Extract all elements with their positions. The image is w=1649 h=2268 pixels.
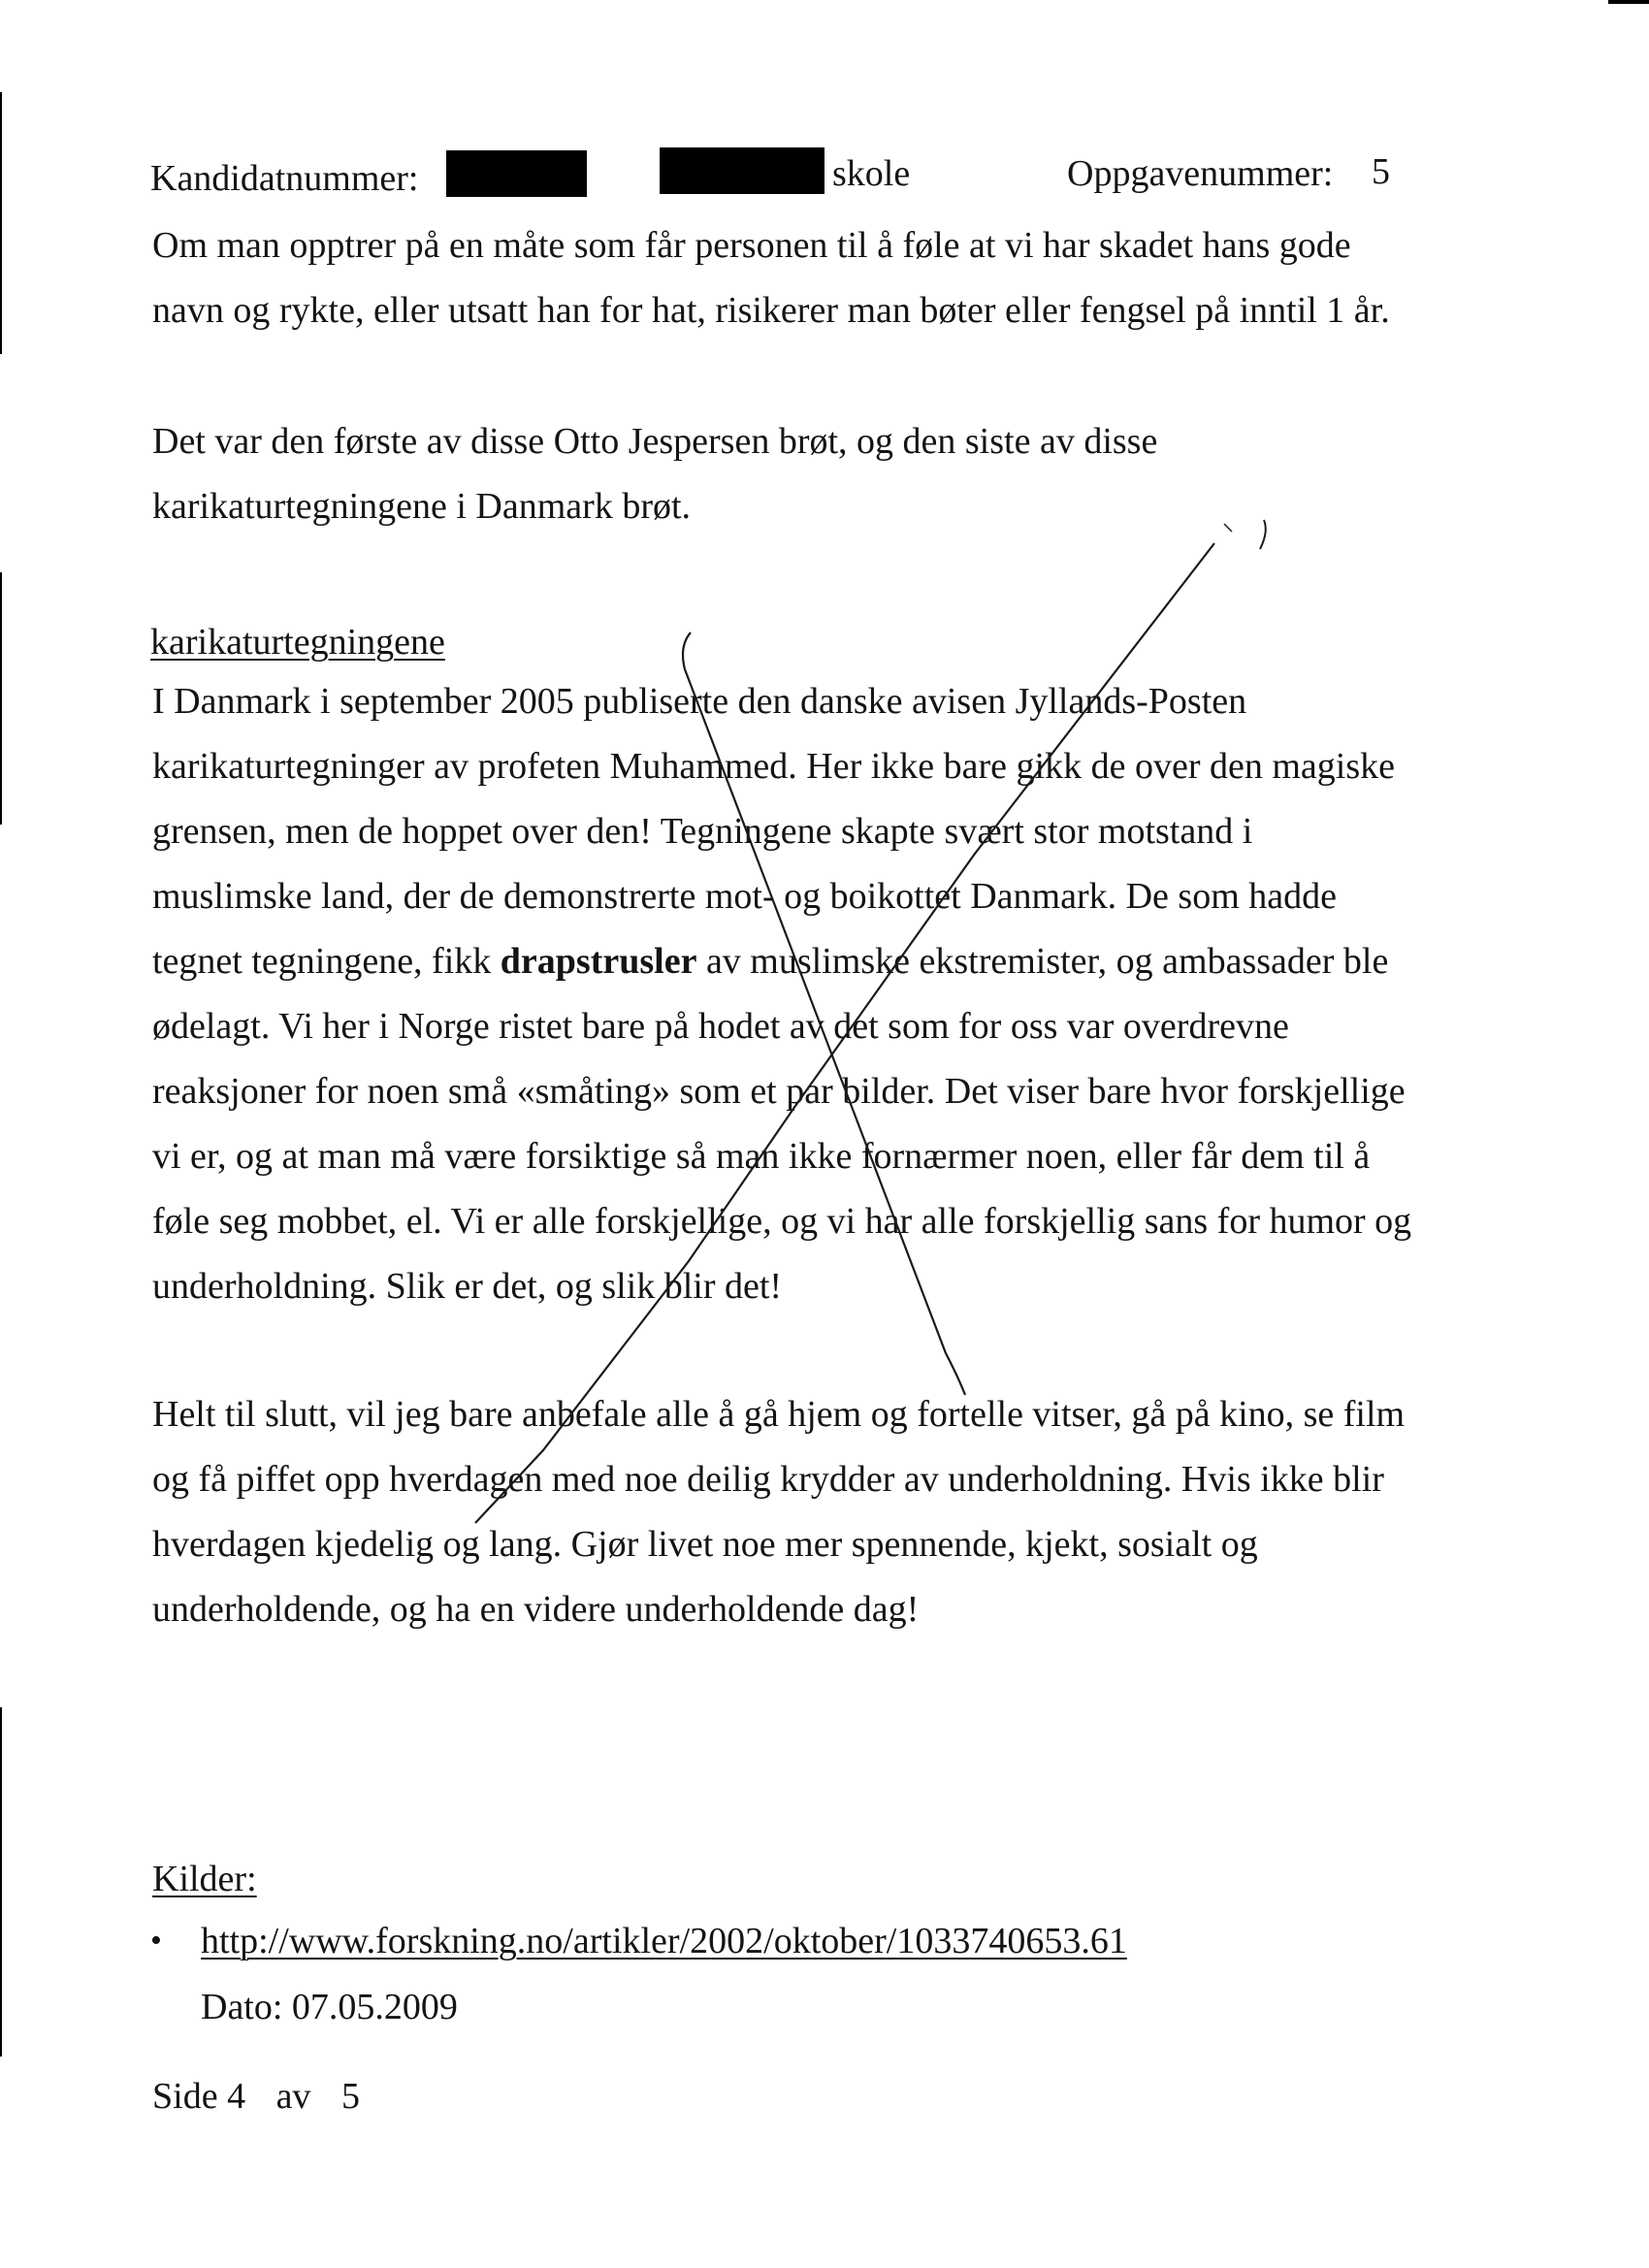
- text-line: Om man opptrer på en måte som får personen til å føle at vi har skadet hans gode: [152, 225, 1351, 266]
- text-line: karikaturtegningene i Danmark brøt.: [152, 486, 692, 527]
- text-line: muslimske land, der de demonstrerte mot- og boikottet Danmark. De som hadde: [152, 876, 1337, 917]
- paragraph-otto-jespersen: [152, 409, 1157, 539]
- school-name-redaction: [660, 147, 824, 194]
- pen-tick-mark: [1260, 520, 1266, 549]
- page-number-footer: [152, 2078, 360, 2115]
- candidate-number-label: Kandidatnummer:: [150, 158, 419, 199]
- page-total: 5: [340, 2076, 360, 2117]
- text-line: ødelagt. Vi her i Norge ristet bare på hodet av det som for oss var overdrevne: [152, 1006, 1289, 1047]
- scan-edge-mark-top-right: [1608, 0, 1649, 4]
- scan-edge-mark-left-2: [0, 572, 2, 825]
- candidate-number-redaction: [446, 150, 587, 197]
- text-line: I Danmark i september 2005 publiserte den danske avisen Jyllands-Posten: [152, 681, 1247, 722]
- text-line: grensen, men de hoppet over den! Tegningene skapte svært stor motstand i: [152, 811, 1253, 852]
- text-line: underholdende, og ha en videre underholdende dag!: [152, 1589, 920, 1630]
- text-line: hverdagen kjedelig og lang. Gjør livet noe mer spennende, kjekt, sosialt og: [152, 1524, 1258, 1565]
- page-current: 4: [227, 2076, 246, 2117]
- text-line: og få piffet opp hverdagen med noe deilig krydder av underholdning. Hvis ikke blir: [152, 1459, 1384, 1500]
- text-segment: tegnet tegningene, fikk: [152, 941, 501, 982]
- source-date: Dato: 07.05.2009: [201, 1987, 458, 2027]
- emphasized-word: drapstrusler: [500, 941, 697, 982]
- section-heading: karikaturtegningene: [150, 622, 445, 663]
- text-line: karikaturtegninger av profeten Muhammed. Her ikke bare gikk de over den magiske: [152, 746, 1395, 787]
- scan-edge-mark-left-3: [0, 1707, 2, 2057]
- task-number-value: 5: [1372, 151, 1390, 192]
- pen-small-dash: [1224, 524, 1232, 532]
- task-number-label: Oppgavenummer:: [1067, 153, 1334, 194]
- sources-heading: Kilder:: [152, 1859, 257, 1899]
- text-line: føle seg mobbet, el. Vi er alle forskjellige, og vi har alle forskjellig sans for humor og: [152, 1201, 1412, 1242]
- closing-paragraph: [152, 1382, 1405, 1642]
- source-bullet: •: [150, 1923, 162, 1959]
- section-body: [152, 669, 1411, 1319]
- text-line: vi er, og at man må være forsiktige så man ikke fornærmer noen, eller får dem til å: [152, 1136, 1371, 1177]
- scan-edge-mark-left-1: [0, 92, 2, 354]
- page-of-label: av: [275, 2076, 311, 2117]
- intro-paragraph: [152, 213, 1390, 343]
- text-line: Det var den første av disse Otto Jespersen brøt, og den siste av disse: [152, 421, 1158, 462]
- text-line: reaksjoner for noen små «småting» som et par bilder. Det viser bare hvor forskjellige: [152, 1071, 1406, 1112]
- page-label: Side: [152, 2076, 218, 2117]
- text-segment: av muslimske ekstremister, og ambassader ble: [696, 941, 1389, 982]
- text-line: Helt til slutt, vil jeg bare anbefale alle å gå hjem og fortelle vitser, gå på kino, se film: [152, 1394, 1406, 1435]
- text-line-with-emphasis: [152, 929, 1411, 994]
- text-line: underholdning. Slik er det, og slik blir det!: [152, 1266, 783, 1307]
- school-label: skole: [832, 153, 911, 194]
- source-link[interactable]: http://www.forskning.no/artikler/2002/oktober/1033740653.61: [201, 1921, 1127, 1961]
- text-line: navn og rykte, eller utsatt han for hat, risikerer man bøter eller fengsel på inntil 1 år.: [152, 290, 1390, 331]
